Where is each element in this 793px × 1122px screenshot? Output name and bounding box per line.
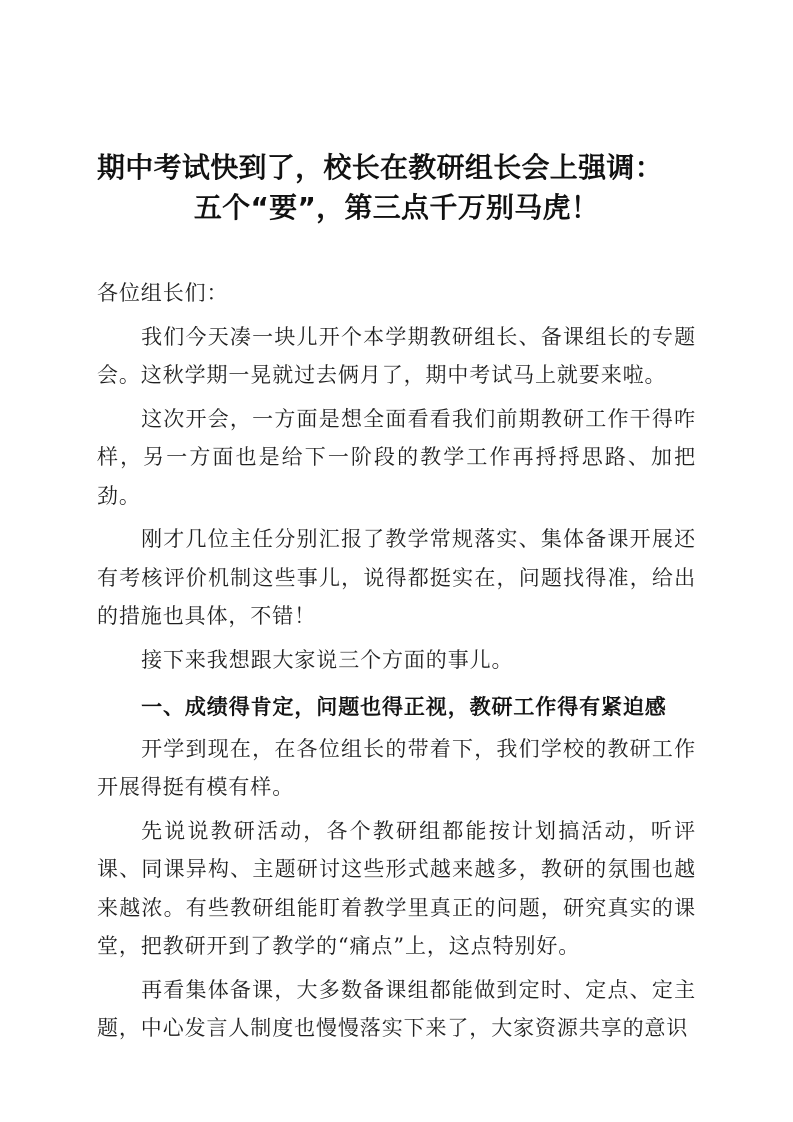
page-title-line-2: 五个“要”，第三点千万别马虎！ [193, 191, 600, 224]
salutation: 各位组长们： [97, 281, 229, 305]
page-title [97, 0, 696, 228]
page-content-area [97, 0, 696, 1122]
paragraph-3: 刚才几位主任分别汇报了教学常规落实、集体备课开展还有考核评价机制这些事儿，说得都挺实在，问题找得准，给出的措施也具体，不错！ [97, 527, 696, 628]
section-one-paragraph-3: 再看集体备课，大多数备课组都能做到定时、定点、定主题，中心发言人制度也慢慢落实下来了，大家资源共享的意识 [97, 977, 696, 1040]
section-one-paragraph-1: 开学到现在，在各位组长的带着下，我们学校的教研工作开展得挺有模有样。 [97, 736, 696, 799]
section-one-paragraph-2: 先说说教研活动，各个教研组都能按计划搞活动，听评课、同课异构、主题研讨这些形式越来越多，教研的氛围也越来越浓。有些教研组能盯着教学里真正的问题，研究真实的课堂，把教研开到了教学的“痛点”上，这点特别好。 [97, 818, 696, 958]
page-title-line-1: 期中考试快到了，校长在教研组长会上强调： [97, 151, 664, 184]
document-body [97, 274, 696, 1048]
paragraph-4: 接下来我想跟大家说三个方面的事儿。 [141, 647, 514, 672]
paragraph-1: 我们今天凑一块儿开个本学期教研组长、备课组长的专题会。这秋学期一晃就过去俩月了，期中考试马上就要来啦。 [97, 324, 696, 387]
paragraph-2: 这次开会，一方面是想全面看看我们前期教研工作干得咋样，另一方面也是给下一阶段的教学工作再捋捋思路、加把劲。 [97, 406, 696, 508]
section-heading-one: 一、成绩得肯定，问题也得正视，教研工作得有紧迫感 [141, 694, 667, 719]
